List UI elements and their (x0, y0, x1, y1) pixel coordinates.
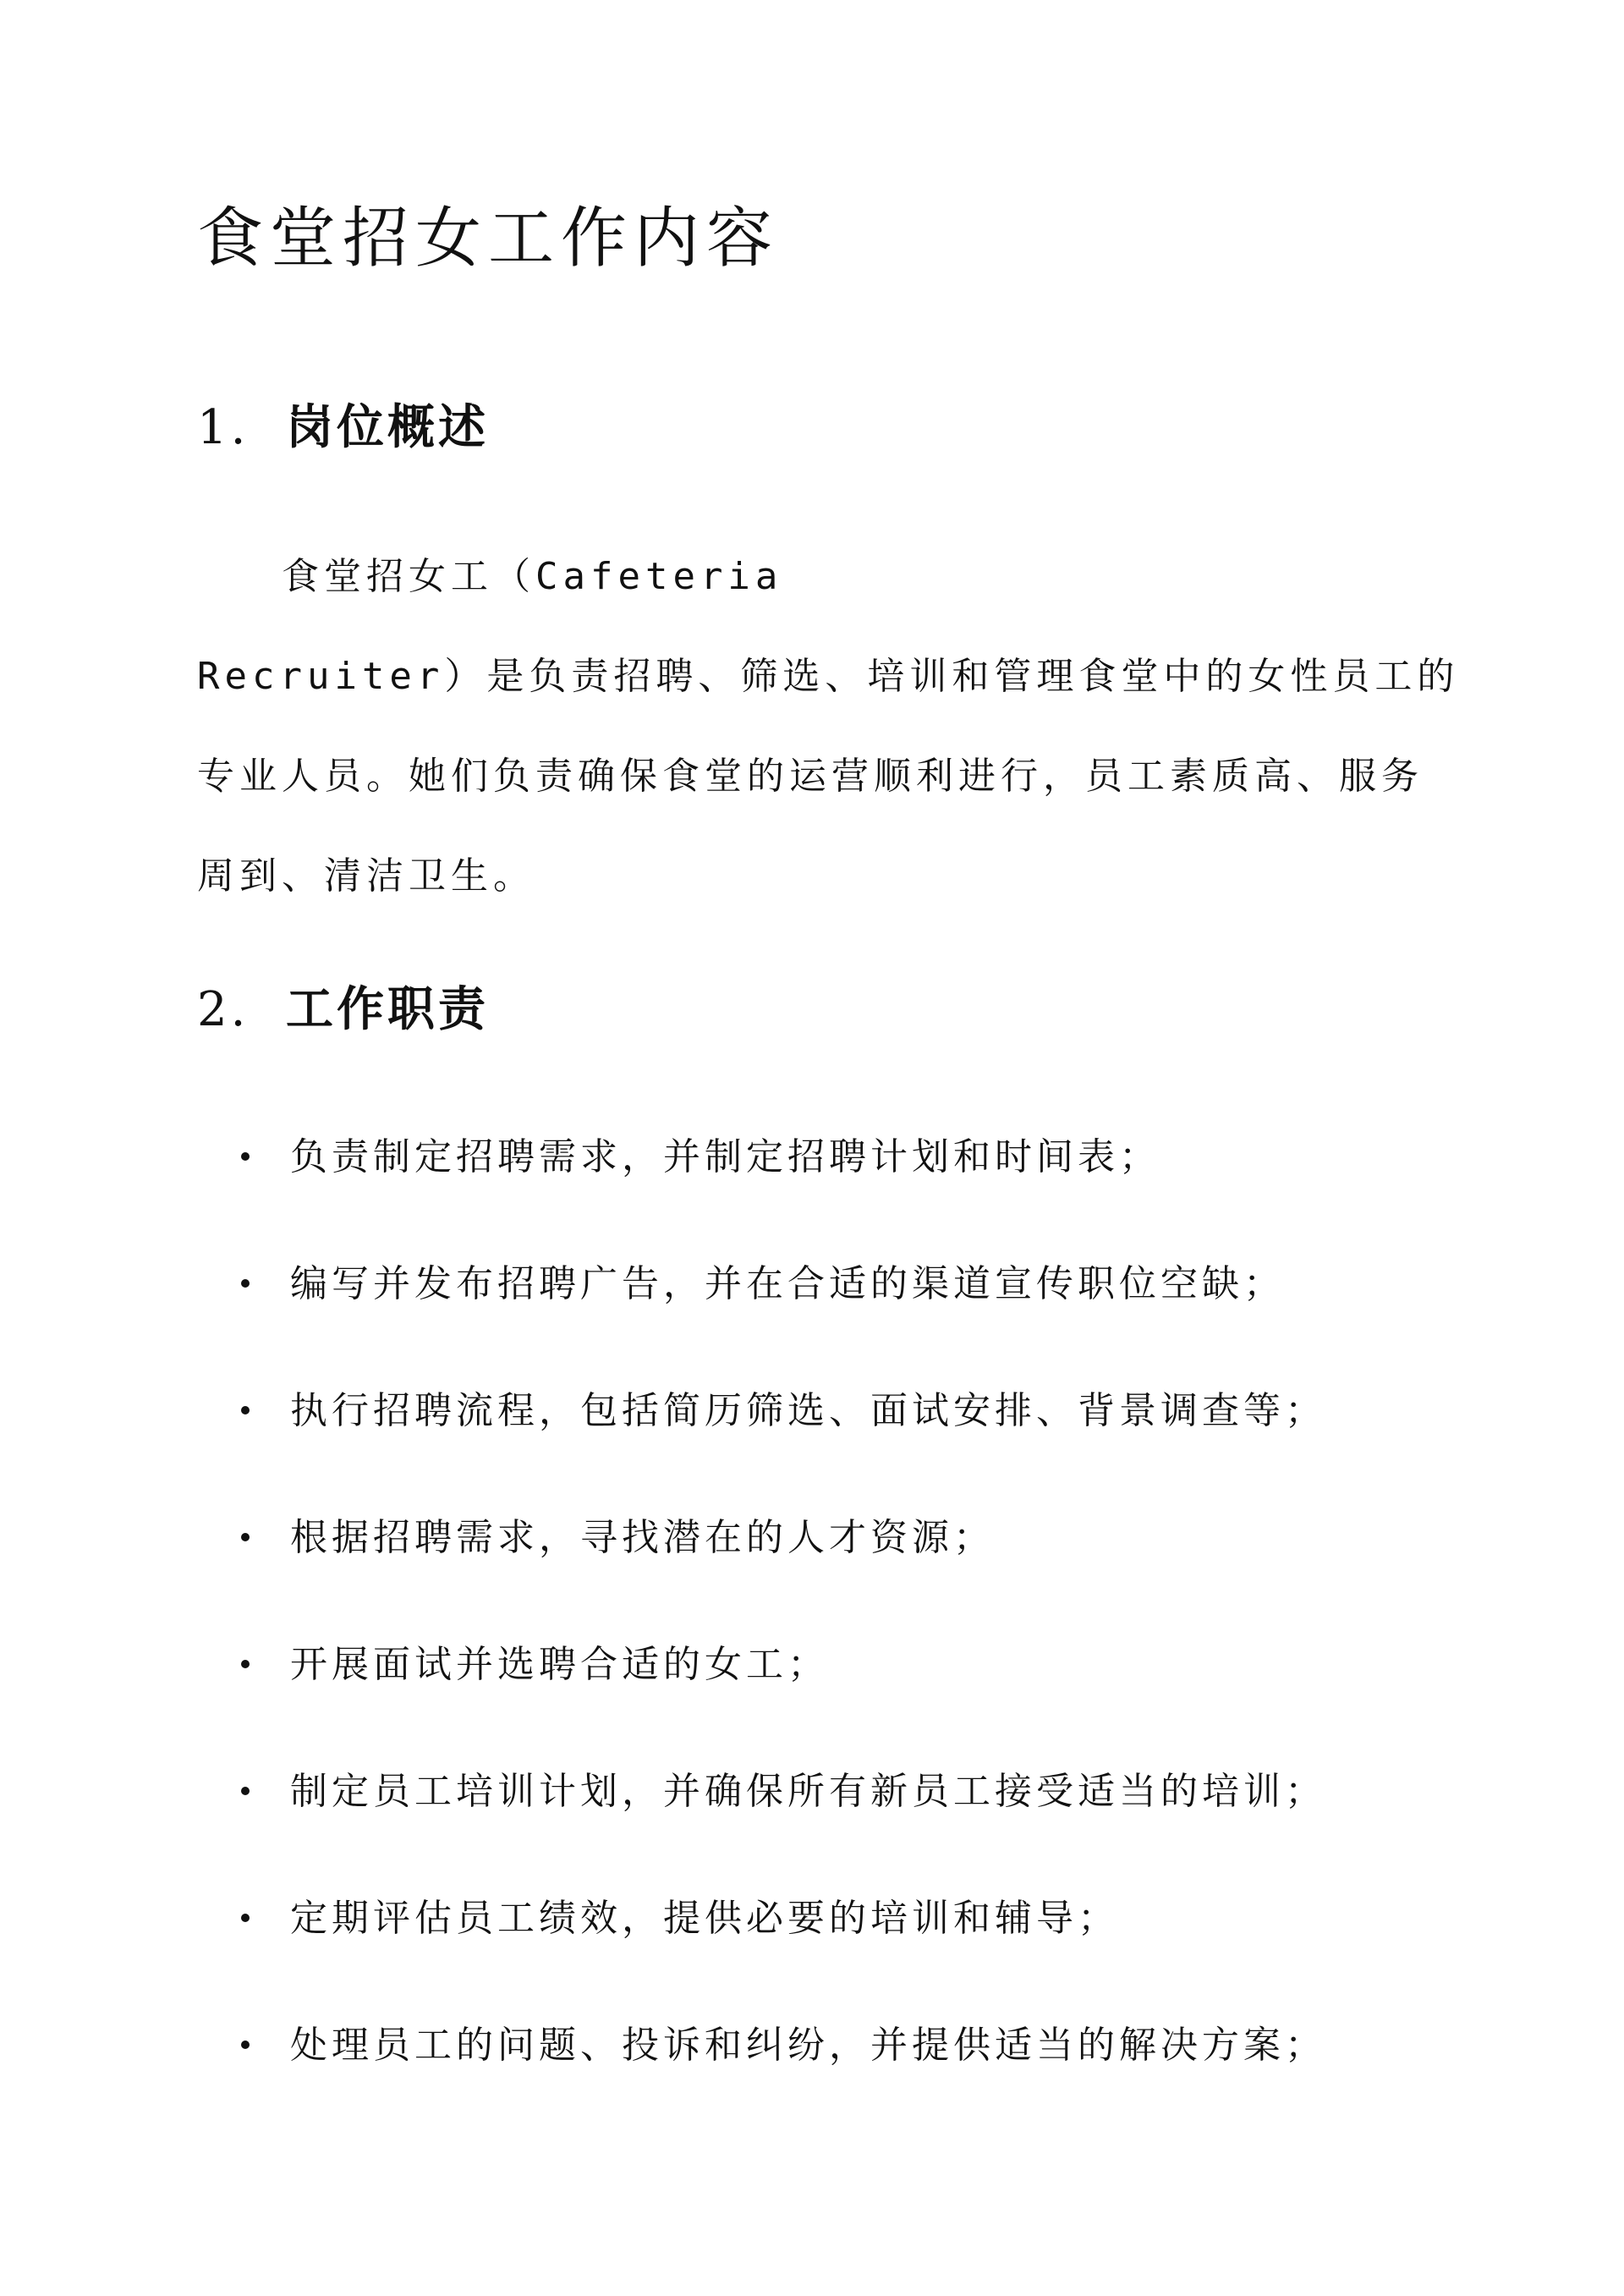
overview-line-3 (197, 751, 1424, 802)
list-item (241, 1386, 1326, 1436)
line-text: 食堂招女工（ (282, 555, 535, 598)
list-item-text: 执行招聘流程，包括简历筛选、面试安排、背景调查等； (290, 1389, 1326, 1432)
list-item-text: 定期评估员工绩效，提供必要的培训和辅导； (290, 1897, 1119, 1940)
list-item-text: 编写并发布招聘广告，并在合适的渠道宣传职位空缺； (290, 1262, 1285, 1305)
bullet-icon (241, 1660, 250, 1668)
bullet-icon (241, 1279, 250, 1288)
line-latin-text: Recruiter (197, 655, 445, 698)
bullet-icon (241, 1787, 250, 1795)
line-text: ）是负责招聘、筛选、培训和管理食堂中的女性员工的 (444, 655, 1460, 698)
section-title: 岗位概述 (286, 399, 489, 455)
list-item (241, 1132, 1160, 1183)
overview-line-2 (197, 651, 1459, 702)
list-item (241, 1766, 1326, 1817)
overview-line-4 (197, 851, 535, 902)
list-item-text: 处理员工的问题、投诉和纠纷，并提供适当的解决方案； (290, 2024, 1326, 2067)
section-heading-overview (197, 398, 489, 458)
list-item (241, 1259, 1285, 1310)
document-title: 食堂招女工作内容 (197, 200, 780, 277)
list-item (241, 1513, 995, 1563)
line-text: 周到、清洁卫生。 (197, 854, 535, 898)
bullet-icon (241, 1533, 250, 1541)
section-number: 2. (197, 982, 250, 1037)
list-item (241, 1893, 1119, 1944)
section-title: 工作职责 (286, 981, 489, 1037)
bullet-icon (241, 2041, 250, 2049)
list-item-text: 根据招聘需求，寻找潜在的人才资源； (290, 1516, 995, 1559)
line-latin-text: Cafeteria (535, 555, 783, 598)
list-item (241, 2020, 1326, 2071)
section-number: 1. (197, 400, 250, 455)
list-item-text: 负责制定招聘需求，并制定招聘计划和时间表； (290, 1135, 1160, 1178)
bullet-icon (241, 1152, 250, 1161)
list-item-text: 制定员工培训计划，并确保所有新员工接受适当的培训； (290, 1770, 1326, 1813)
overview-line-1 (282, 552, 782, 602)
line-text: 专业人员。她们负责确保食堂的运营顺利进行，员工素质高、服务 (197, 755, 1424, 798)
list-item-text: 开展面试并选聘合适的女工； (290, 1643, 829, 1686)
section-heading-duties (197, 980, 489, 1040)
list-item (241, 1640, 829, 1690)
bullet-icon (241, 1406, 250, 1414)
bullet-icon (241, 1914, 250, 1922)
